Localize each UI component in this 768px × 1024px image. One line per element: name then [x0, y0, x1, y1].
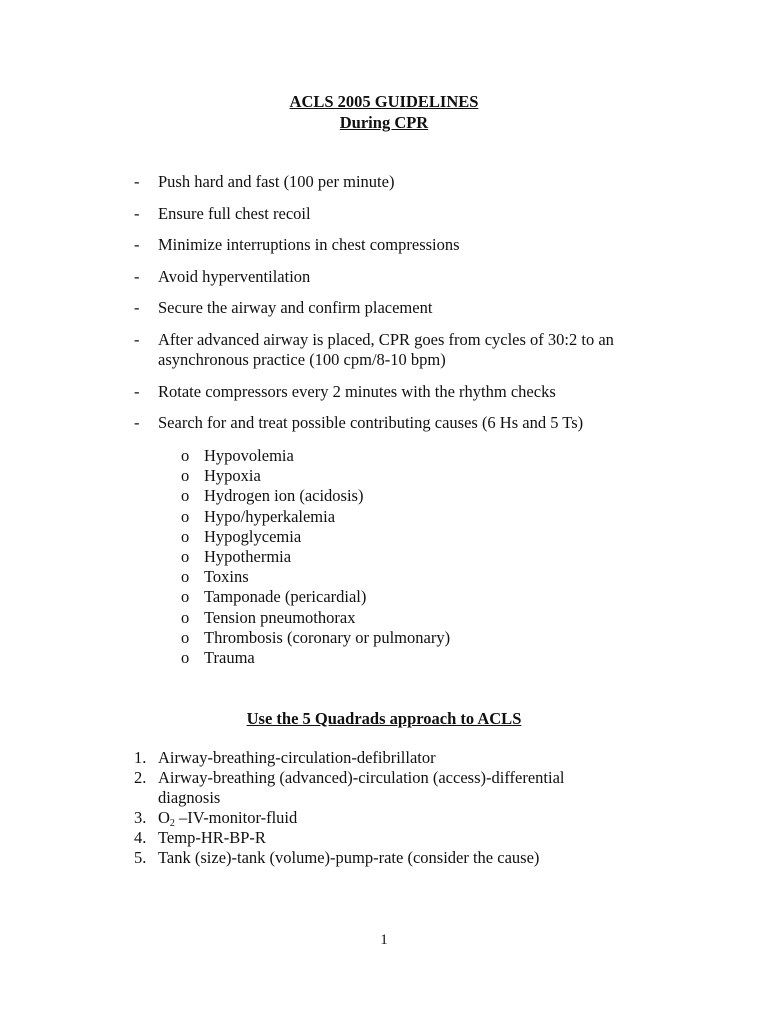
list-item [0, 628, 768, 648]
bullet-text: Minimize interruptions in chest compressions [158, 235, 460, 255]
quadrad-text: Airway-breathing-circulation-defibrillator [158, 748, 436, 767]
quadrad-text: Airway-breathing (advanced)-circulation (access)-differential diagnosis [158, 768, 565, 807]
list-item [0, 172, 768, 192]
list-number: 4. [134, 828, 147, 847]
page-number: 1 [380, 932, 388, 948]
cause-text: Hypothermia [204, 546, 292, 566]
list-item [0, 235, 768, 255]
list-item [0, 267, 768, 287]
circle-marker: o [181, 567, 190, 587]
bullet-text: Ensure full chest recoil [158, 203, 311, 223]
circle-marker: o [181, 446, 190, 465]
list-item [0, 330, 768, 370]
cause-text: Hypovolemia [204, 446, 294, 465]
list-item [0, 848, 768, 868]
list-number: 3. [134, 808, 147, 827]
dash-marker: - [134, 298, 140, 318]
oxygen-subscript: 2 [169, 818, 175, 829]
list-number: 1. [134, 748, 147, 767]
quadrad-text-rest: –IV-monitor-fluid [174, 808, 298, 827]
circle-marker: o [181, 647, 190, 667]
list-item [0, 608, 768, 628]
bullet-text: Rotate compressors every 2 minutes with the rhythm checks [158, 381, 556, 401]
cause-text: Hydrogen ion (acidosis) [204, 486, 364, 506]
list-item [0, 298, 768, 318]
list-item [0, 547, 768, 567]
list-item [0, 466, 768, 486]
cause-text: Hypoglycemia [204, 526, 302, 546]
cause-text: Tamponade (pericardial) [204, 587, 367, 607]
circle-marker: o [181, 587, 190, 607]
list-item [0, 507, 768, 527]
dash-marker: - [134, 203, 140, 223]
dash-marker: - [134, 381, 140, 401]
list-item [0, 808, 768, 828]
circle-marker: o [181, 466, 190, 486]
bullet-text: After advanced airway is placed, CPR goes from cycles of 30:2 to an asynchronous practice (100 cpm/8-10 bpm) [158, 329, 614, 369]
contributing-causes-list [0, 446, 768, 668]
cause-text: Hypo/hyperkalemia [204, 506, 336, 526]
list-item [0, 768, 768, 808]
list-item [0, 446, 768, 466]
bullet-text: Avoid hyperventilation [158, 266, 311, 286]
dash-marker: - [134, 172, 140, 191]
dash-marker: - [134, 413, 140, 433]
list-item [0, 648, 768, 668]
cause-text: Hypoxia [204, 466, 261, 486]
list-item [0, 413, 768, 433]
list-item [0, 567, 768, 587]
list-item [0, 382, 768, 402]
list-item [0, 587, 768, 607]
list-item [0, 748, 768, 768]
bullet-text: Secure the airway and confirm placement [158, 298, 433, 318]
list-item [0, 204, 768, 224]
list-item [0, 486, 768, 506]
dash-marker: - [134, 235, 140, 255]
cpr-bullet-list [0, 172, 768, 445]
list-item [0, 828, 768, 848]
quadrad-text: Temp-HR-BP-R [158, 828, 266, 847]
dash-marker: - [134, 266, 140, 286]
circle-marker: o [181, 546, 190, 566]
circle-marker: o [181, 506, 190, 526]
oxygen-symbol: O [158, 808, 170, 827]
quadrads-list [0, 748, 768, 868]
document-title: ACLS 2005 GUIDELINES [289, 92, 479, 111]
dash-marker: - [134, 329, 140, 349]
list-number: 5. [134, 848, 147, 867]
cause-text: Toxins [204, 567, 249, 587]
list-number: 2. [134, 768, 147, 787]
quadrad-text [158, 808, 618, 828]
list-item [0, 527, 768, 547]
document-subtitle: During CPR [339, 113, 429, 132]
quadrad-text: Tank (size)-tank (volume)-pump-rate (consider the cause) [158, 848, 540, 867]
circle-marker: o [181, 607, 190, 627]
circle-marker: o [181, 627, 190, 647]
section-heading: Use the 5 Quadrads approach to ACLS [246, 709, 522, 728]
bullet-text: Push hard and fast (100 per minute) [158, 172, 395, 191]
cause-text: Tension pneumothorax [204, 607, 356, 627]
bullet-text: Search for and treat possible contributing causes (6 Hs and 5 Ts) [158, 413, 584, 433]
cause-text: Trauma [204, 647, 255, 667]
cause-text: Thrombosis (coronary or pulmonary) [204, 627, 451, 647]
circle-marker: o [181, 486, 190, 506]
circle-marker: o [181, 526, 190, 546]
